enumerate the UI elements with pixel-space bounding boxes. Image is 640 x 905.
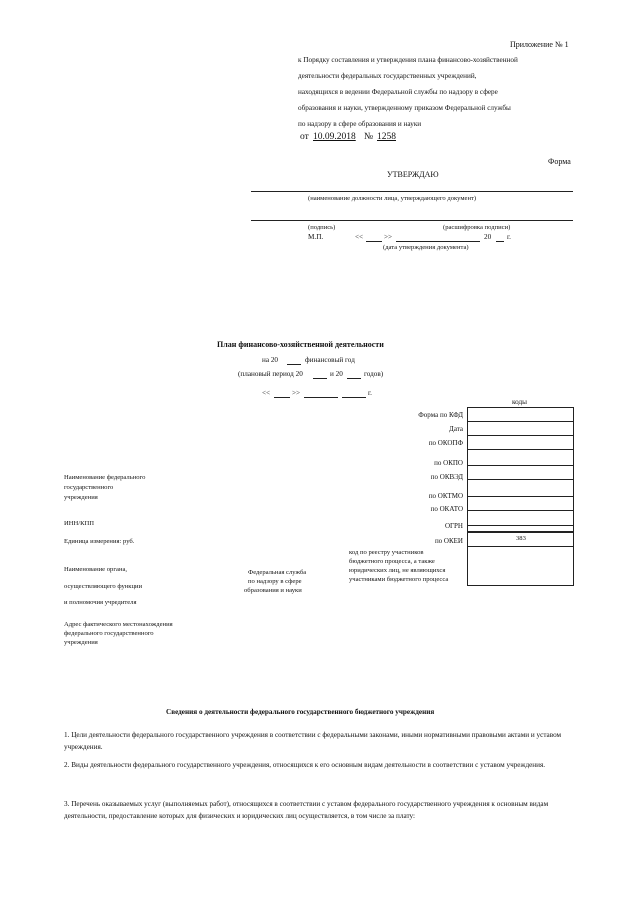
period-mid: и 20 [330, 370, 343, 378]
authority-label-1: Наименование органа, [64, 566, 128, 573]
plan-title: План финансово-хозяйственной деятельности [217, 340, 384, 349]
code-label-okato: по ОКАТО [430, 505, 463, 513]
code-cell-oktmo [467, 496, 574, 511]
authority-value-3: образования и науки [244, 587, 302, 594]
period-blank-2 [347, 378, 361, 379]
info-paragraph-1: 1. Цели деятельности федерального государственного учреждения в соответствии с федеральными законами, иными нормативными правовыми актами и уставом учреждения. [64, 731, 562, 751]
period-prefix: (плановый период 20 [238, 370, 303, 378]
annex-title: Приложение № 1 [510, 40, 569, 49]
year-blank [496, 241, 504, 242]
address-label-2: федерального государственного [64, 630, 154, 637]
order-date: 10.09.2018 [313, 132, 356, 142]
annex-line-4: образования и науки, утвержденному приказом Федеральной службы [298, 104, 511, 112]
code-label-kfd: Форма по КФД [418, 411, 463, 419]
plan-year-blank [342, 397, 366, 398]
position-line [251, 191, 573, 192]
date-quote-open: << [355, 233, 364, 241]
decode-caption: (расшифровка подписи) [443, 224, 511, 231]
annex-line-1: к Порядку составления и утверждения плана финансово-хозяйственной [298, 56, 518, 64]
day-blank [366, 241, 382, 242]
fin-year-prefix: на 20 [262, 356, 279, 364]
signature-caption: (подпись) [308, 224, 336, 231]
registry-label-1: код по реестру участников [349, 549, 424, 556]
order-number: 1258 [377, 132, 396, 142]
code-cell-okpo [467, 465, 574, 480]
fin-year-blank [287, 364, 301, 365]
annex-line-2: деятельности федеральных государственных учреждений, [298, 72, 477, 80]
year-suffix: г. [507, 233, 511, 241]
address-label-3: учреждения [64, 639, 98, 646]
authority-label-2: осуществляющего функции [64, 583, 143, 590]
code-cell-okved [467, 479, 574, 497]
info-title: Сведения о деятельности федерального государственного бюджетного учреждения [166, 708, 435, 716]
codes-header: коды [512, 398, 527, 406]
info-paragraph-2: 2. Виды деятельности федерального государственного учреждения, относящихся к его основным видам деятельности в соответствии с уставом учреждения. [64, 761, 546, 769]
code-label-okopf: по ОКОПФ [428, 439, 463, 447]
code-label-ogrn: ОГРН [444, 522, 463, 530]
annex-line-3: находящихся в ведении Федеральной службы по надзору в сфере [298, 88, 498, 96]
org-name-label-3: учреждения [64, 494, 98, 501]
registry-label-3: юридических лиц, не являющихся [349, 567, 446, 574]
fin-year-suffix: финансовый год [305, 356, 355, 364]
approve-word: УТВЕРЖДАЮ [387, 170, 439, 179]
code-cell-okopf [467, 435, 574, 450]
period-blank-1 [313, 378, 327, 379]
plan-day-blank [274, 397, 290, 398]
month-blank [396, 241, 480, 242]
code-label-okei: по ОКЕИ [434, 537, 463, 545]
code-label-okpo: по ОКПО [434, 459, 463, 467]
plan-date-open: << [262, 389, 271, 397]
year-prefix: 20 [484, 233, 492, 241]
unit-label: Единица измерения: руб. [64, 538, 135, 545]
registry-label-2: бюджетного процесса, а также [349, 558, 435, 565]
plan-date-suffix: г. [368, 389, 372, 397]
org-name-label-2: государственного [64, 484, 114, 491]
code-cell-okei: 383 [467, 532, 574, 547]
code-cell-spacer [467, 449, 574, 466]
code-cell-date [467, 421, 574, 436]
authority-value-1: Федеральная служба [248, 569, 307, 576]
annex-line-5: по надзору в сфере образования и науки [298, 120, 422, 128]
code-label-date: Дата [449, 425, 463, 433]
code-cell-ogrn [467, 516, 574, 532]
registry-label-4: участниками бюджетного процесса [349, 576, 449, 583]
code-cell-kfd [467, 407, 574, 422]
code-label-okved: по ОКВЭД [430, 473, 463, 481]
code-cell-registry [467, 546, 574, 586]
order-number-label: № [364, 132, 374, 142]
date-caption: (дата утверждения документа) [383, 244, 469, 251]
position-caption: (наименование должности лица, утверждающего документ) [308, 195, 477, 202]
mp-label: М.П. [308, 233, 324, 241]
period-suffix: годов) [364, 370, 384, 378]
address-label-1: Адрес фактического местонахождения [64, 621, 173, 628]
plan-date-close: >> [292, 389, 301, 397]
authority-value-2: по надзору в сфере [248, 578, 302, 585]
org-name-label-1: Наименование федерального [64, 474, 146, 481]
plan-month-blank [304, 397, 338, 398]
code-label-oktmo: по ОКТМО [428, 492, 463, 500]
authority-label-3: и полномочия учредителя [64, 599, 137, 606]
inn-label: ИНН/КПП [64, 520, 95, 527]
date-quote-close: >> [384, 233, 393, 241]
order-prefix: от [300, 132, 309, 142]
signature-line [251, 220, 573, 221]
form-label: Форма [548, 157, 571, 166]
info-paragraph-3: 3. Перечень оказываемых услуг (выполняемых работ), относящихся в соответствии с уставом федерального государственного учреждения к основным видам деятельности, предоставление которых для физических и юридических лиц осуществляется, в том числе за плату: [64, 800, 549, 820]
